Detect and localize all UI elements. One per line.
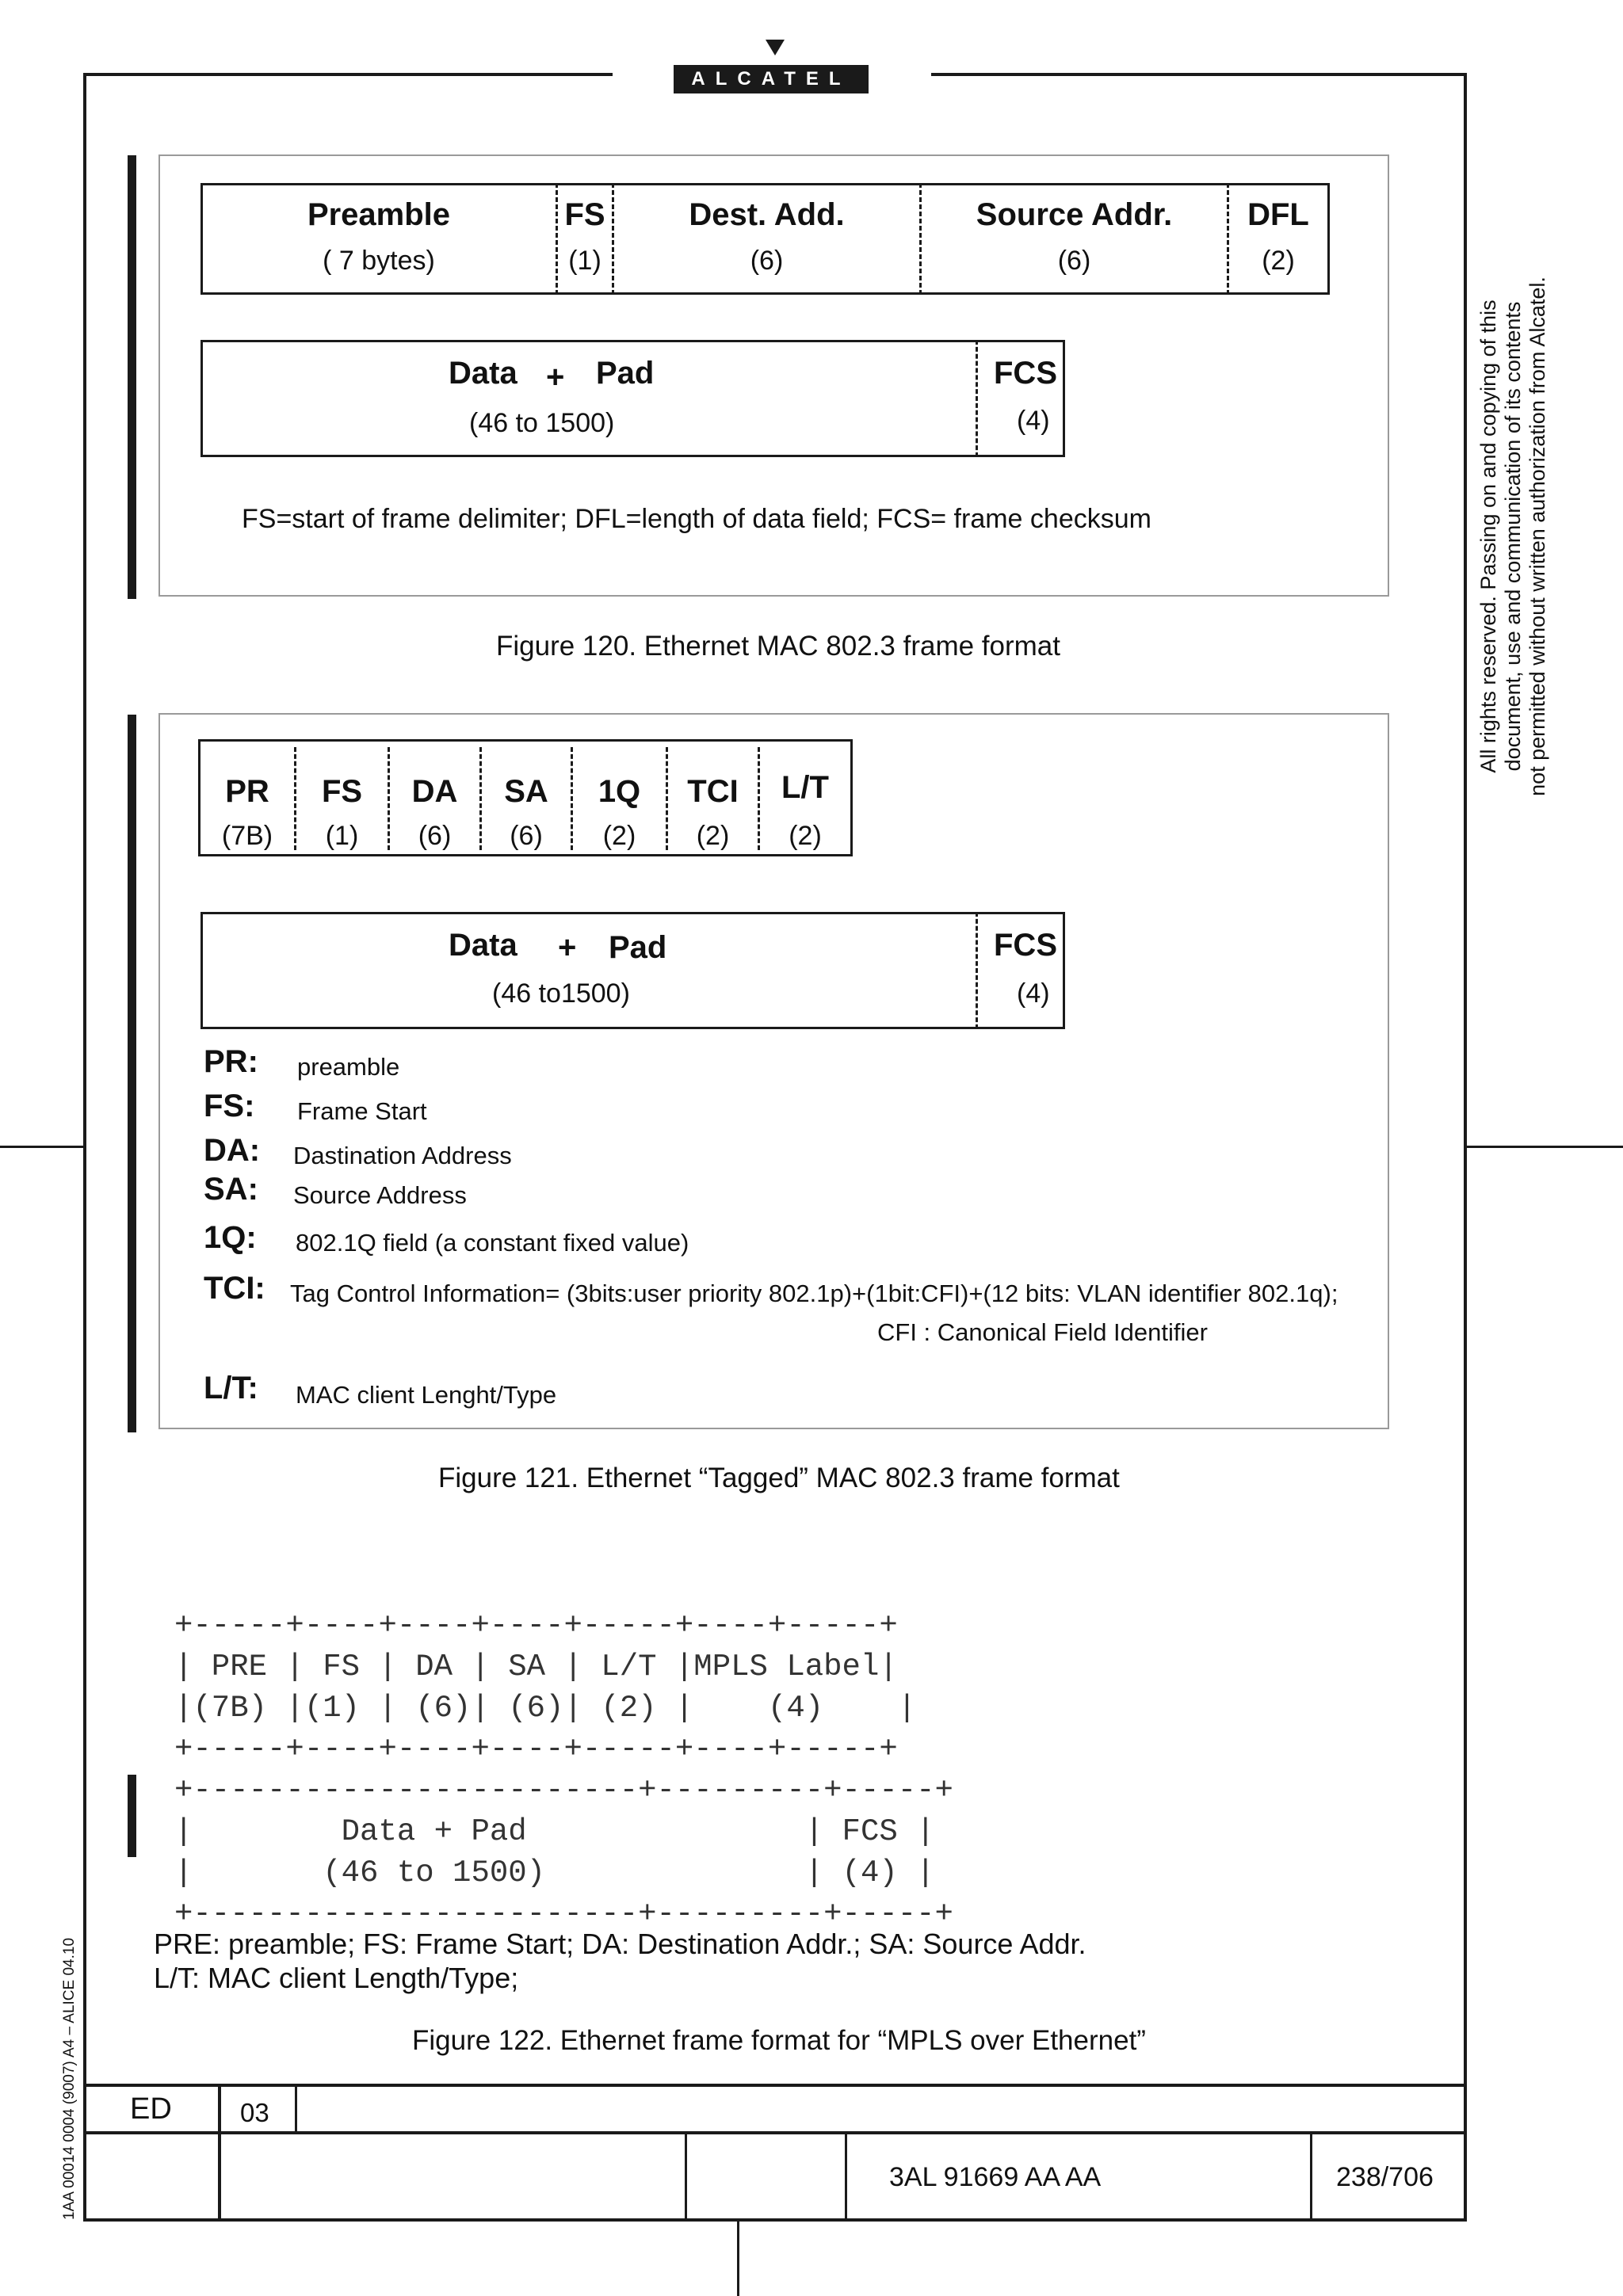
field-label: Source Addr. bbox=[976, 197, 1173, 232]
fcs-label: FCS bbox=[994, 356, 1057, 391]
copyright-notice bbox=[1476, 271, 1550, 802]
ascii-line: | Data + Pad | FCS | bbox=[174, 1814, 935, 1849]
frame-top-left bbox=[83, 73, 613, 76]
field-label: FS bbox=[321, 774, 363, 809]
tb-top bbox=[83, 2084, 1467, 2087]
fcs-size: (4) bbox=[1017, 978, 1050, 1009]
legend-key: TCI: bbox=[204, 1271, 265, 1306]
pad-label: Pad bbox=[596, 356, 655, 391]
change-bar-fig121 bbox=[128, 715, 136, 1432]
ed-value: 03 bbox=[240, 2098, 269, 2127]
plus-sign: + bbox=[546, 360, 565, 395]
data-size: (46 to1500) bbox=[492, 978, 630, 1009]
page-number: 238/706 bbox=[1336, 2162, 1434, 2192]
fig120-note: FS=start of frame delimiter; DFL=length of data field; FCS= frame checksum bbox=[242, 504, 1151, 534]
legend-key: FS: bbox=[204, 1089, 255, 1123]
doc-number: 3AL 91669 AA AA bbox=[889, 2162, 1102, 2192]
alcatel-logo bbox=[674, 65, 869, 93]
legend-key: SA: bbox=[204, 1172, 258, 1207]
field-size: (6) bbox=[418, 821, 452, 851]
field-label: TCI bbox=[687, 774, 739, 809]
logo-text: ALCATEL bbox=[691, 68, 851, 90]
tb-col bbox=[685, 2131, 687, 2222]
fig121-fcs-sep bbox=[976, 912, 978, 1029]
frame-left bbox=[83, 73, 86, 2222]
data-label: Data bbox=[449, 928, 517, 963]
fcs-label: FCS bbox=[994, 928, 1057, 963]
crop-mark-bottom bbox=[737, 2222, 739, 2296]
field-label: Preamble bbox=[307, 197, 451, 232]
ascii-line: +------------------------+---------+-----+ bbox=[174, 1773, 953, 1808]
change-bar-fig120 bbox=[128, 155, 136, 599]
field-label: PR bbox=[225, 774, 269, 809]
legend-value: Tag Control Information= (3bits:user priority 802.1p)+(1bit:CFI)+(12 bits: VLAN identifier 802.1q); bbox=[290, 1280, 1338, 1307]
fcs-size: (4) bbox=[1017, 406, 1050, 436]
field-label: 1Q bbox=[598, 774, 641, 809]
field-size: (7B) bbox=[221, 821, 273, 851]
tb-col bbox=[295, 2084, 297, 2133]
legend-key: L/T: bbox=[204, 1371, 258, 1405]
tb-mid bbox=[83, 2131, 1467, 2134]
margin-code: 1AA 00014 0004 (9007) A4 – ALICE 04.10 bbox=[61, 1937, 78, 2220]
field-size: (6) bbox=[510, 821, 543, 851]
data-label: Data bbox=[449, 356, 517, 391]
crop-mark-left bbox=[0, 1146, 83, 1148]
field-label: SA bbox=[504, 774, 548, 809]
field-size: (6) bbox=[750, 246, 784, 276]
copyright-line-3: not permitted without written authorization from Alcatel. bbox=[1526, 277, 1549, 796]
legend-value: MAC client Lenght/Type bbox=[296, 1381, 557, 1409]
legend-key: PR: bbox=[204, 1044, 258, 1079]
ascii-line: | PRE | FS | DA | SA | L/T |MPLS Label| bbox=[174, 1650, 898, 1684]
tb-col bbox=[218, 2084, 221, 2222]
tb-col bbox=[1310, 2131, 1312, 2222]
fig120-fcs-sep bbox=[976, 340, 978, 457]
fig122-note-1: PRE: preamble; FS: Frame Start; DA: Destination Addr.; SA: Source Addr. bbox=[154, 1928, 1086, 1960]
legend-value: preamble bbox=[297, 1053, 400, 1081]
field-label: Dest. Add. bbox=[689, 197, 845, 232]
ascii-line: | (46 to 1500) | (4) | bbox=[174, 1855, 935, 1890]
legend-key: DA: bbox=[204, 1133, 261, 1168]
field-size: (2) bbox=[602, 821, 636, 851]
legend-value: Source Address bbox=[293, 1181, 467, 1209]
ascii-line: +-----+----+----+----+-----+----+-----+ bbox=[174, 1608, 898, 1643]
field-label: DA bbox=[411, 774, 458, 809]
field-size: (6) bbox=[1057, 246, 1091, 276]
plus-sign: + bbox=[558, 930, 577, 965]
legend-key: 1Q: bbox=[204, 1220, 257, 1255]
fig121-caption: Figure 121. Ethernet “Tagged” MAC 802.3 frame format bbox=[438, 1463, 1120, 1493]
field-label: L/T bbox=[781, 770, 829, 805]
fig122-note-2: L/T: MAC client Length/Type; bbox=[154, 1962, 519, 1994]
field-size: (1) bbox=[568, 246, 601, 276]
frame-top-right bbox=[931, 73, 1467, 76]
tb-bottom bbox=[83, 2218, 1467, 2222]
fig120-caption: Figure 120. Ethernet MAC 802.3 frame format bbox=[496, 631, 1060, 662]
ed-label: ED bbox=[130, 2092, 172, 2126]
legend-value: Frame Start bbox=[297, 1097, 427, 1125]
crop-mark-right bbox=[1467, 1146, 1623, 1148]
ascii-line: +-----+----+----+----+-----+----+-----+ bbox=[174, 1732, 898, 1767]
fig122-caption: Figure 122. Ethernet frame format for “MPLS over Ethernet” bbox=[412, 2025, 1146, 2056]
field-label: FS bbox=[564, 197, 605, 232]
field-size: (2) bbox=[789, 821, 822, 851]
field-size: ( 7 bytes) bbox=[323, 246, 435, 276]
field-size: (1) bbox=[325, 821, 359, 851]
tb-col bbox=[845, 2131, 847, 2222]
legend-value: Dastination Address bbox=[293, 1142, 512, 1169]
copyright-line-1: All rights reserved. Passing on and copying of this bbox=[1476, 299, 1500, 773]
logo-marker-icon bbox=[766, 40, 785, 55]
pad-label: Pad bbox=[609, 930, 667, 965]
field-size: (2) bbox=[696, 821, 730, 851]
legend-value: 802.1Q field (a constant fixed value) bbox=[296, 1229, 689, 1257]
data-size: (46 to 1500) bbox=[469, 408, 615, 438]
legend-value: CFI : Canonical Field Identifier bbox=[877, 1318, 1208, 1346]
change-bar-fig122 bbox=[128, 1775, 136, 1857]
ascii-line: +------------------------+---------+-----+ bbox=[174, 1897, 953, 1932]
field-label: DFL bbox=[1247, 197, 1309, 232]
field-size: (2) bbox=[1262, 246, 1295, 276]
copyright-line-2: document, use and communication of its contents bbox=[1501, 301, 1525, 772]
ascii-line: |(7B) |(1) | (6)| (6)| (2) | (4) | bbox=[174, 1691, 917, 1726]
